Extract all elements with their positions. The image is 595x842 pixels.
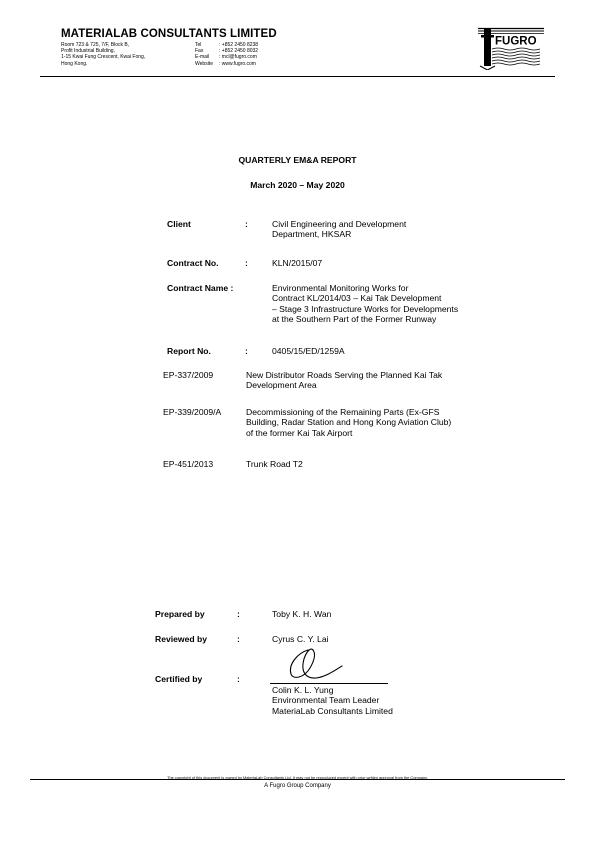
address-line: Room 723 & 725, 7/F, Block B,: [61, 42, 130, 48]
colon: :: [237, 674, 240, 684]
contract-name-line: Environmental Monitoring Works for: [272, 283, 409, 293]
contact-key: E-mail: [195, 54, 210, 61]
contact-value: : www.fugro.com: [219, 60, 256, 67]
contract-name-value: [272, 283, 458, 325]
contract-no-label: Contract No.: [167, 258, 219, 268]
logo-text: FUGRO: [495, 35, 537, 48]
reviewed-by-label: Reviewed by: [155, 634, 208, 644]
fugro-logo: [478, 26, 544, 70]
ep-label: EP-451/2013: [163, 459, 214, 469]
header-divider: [40, 76, 555, 77]
company-contact: [195, 42, 258, 67]
ep-description-line: of the former Kai Tak Airport: [246, 427, 353, 438]
certifier-name: Colin K. L. Yung: [272, 685, 334, 695]
copyright-notice: The copyright of this document is owned by MateriaLab Consultants Ltd. It may not be reproduced except with prior written approval from the Company.: [167, 775, 428, 780]
signature-line: [270, 683, 388, 684]
colon: :: [237, 634, 240, 644]
contact-value: : +852 2450 8238: [219, 42, 259, 48]
contact-key: Fax: [195, 48, 204, 55]
colon: :: [245, 219, 248, 229]
reviewed-by-name: Cyrus C. Y. Lai: [272, 634, 329, 644]
colon: :: [245, 258, 248, 268]
footer-divider: [30, 779, 565, 780]
prepared-by-name: Toby K. H. Wan: [272, 609, 332, 619]
report-no-value: 0405/15/ED/1259A: [272, 346, 345, 356]
company-name: MATERIALAB CONSULTANTS LIMITED: [61, 28, 277, 40]
colon: :: [245, 346, 248, 356]
certifier-block: [272, 685, 393, 716]
report-title: QUARTERLY EM&A REPORT: [238, 155, 357, 165]
address-line: Profit Industrial Building,: [61, 48, 115, 55]
contact-value: : mcl@fugro.com: [219, 54, 257, 61]
ep-description: Trunk Road T2: [246, 459, 303, 469]
address-line: 1-15 Kwai Fung Crescent, Kwai Fong,: [61, 54, 146, 61]
certified-by-label: Certified by: [155, 674, 203, 684]
ep-label: EP-339/2009/A: [163, 407, 222, 417]
ep-label: EP-337/2009: [163, 370, 214, 380]
contact-key: Tel: [195, 42, 202, 48]
contact-value: : +852 2450 8032: [219, 48, 259, 55]
colon: :: [237, 609, 240, 619]
contract-no-value: KLN/2015/07: [272, 258, 323, 268]
handwritten-signature: [280, 644, 352, 686]
ep-description: [246, 370, 442, 391]
report-no-label: Report No.: [167, 346, 211, 356]
report-period: March 2020 – May 2020: [250, 180, 345, 190]
client-value: [272, 219, 406, 240]
company-address: [61, 42, 145, 67]
address-line: Hong Kong.: [61, 60, 88, 67]
certifier-company: MateriaLab Consultants Limited: [272, 705, 393, 716]
client-value-line: Civil Engineering and Development: [272, 219, 407, 229]
ep-description-line: Development Area: [246, 380, 317, 391]
ep-description-line: Building, Radar Station and Hong Kong Aviation Club): [246, 417, 452, 428]
prepared-by-label: Prepared by: [155, 609, 205, 619]
contract-name-line: Contract KL/2014/03 – Kai Tak Development: [272, 293, 442, 304]
contract-name-label: Contract Name :: [167, 283, 234, 293]
group-company: A Fugro Group Company: [264, 783, 331, 789]
contact-key: Website: [195, 60, 213, 67]
client-value-line: Department, HKSAR: [272, 229, 352, 240]
contract-name-line: – Stage 3 Infrastructure Works for Developments: [272, 303, 459, 314]
client-label: Client: [167, 219, 191, 229]
contract-name-line: at the Southern Part of the Former Runway: [272, 314, 437, 325]
ep-description-line: New Distributor Roads Serving the Planned Kai Tak: [246, 370, 443, 380]
ep-description-line: Decommissioning of the Remaining Parts (Ex-GFS: [246, 407, 440, 417]
ep-description: [246, 407, 451, 438]
certifier-title: Environmental Team Leader: [272, 695, 380, 706]
